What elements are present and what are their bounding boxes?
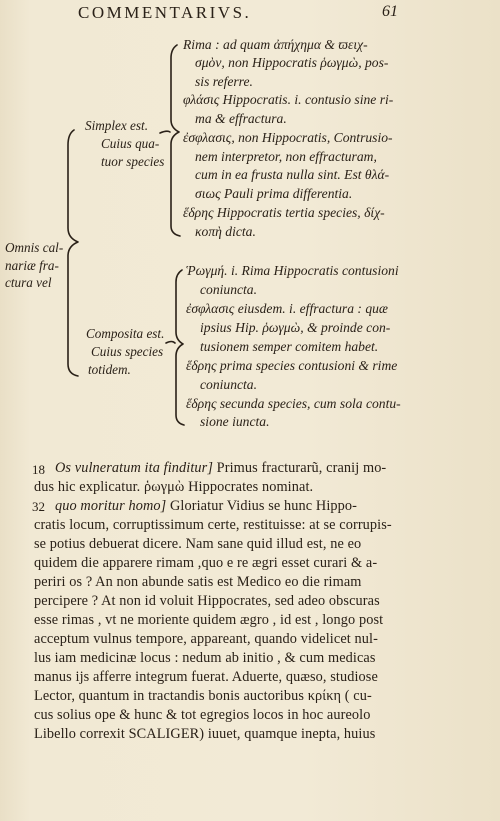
species-line: tusionem semper comitem habet. [200,339,379,354]
commentary-line [34,556,377,570]
line-text: dus hic explicatur. ῥωγμὼ Hippocrates nominat. [34,479,314,495]
species-line: nem interpretor, non effracturam, [195,149,377,164]
species-line: σιως Pauli prima differentia. [195,186,353,201]
species-line: sione iuncta. [200,414,270,429]
species-line: σμὸν, non Hippocratis ῥωγμὼ, pos- [195,55,389,70]
composita-line: totidem. [88,362,131,377]
line-text: cus solius ope & hunc & tot egregios locos in hoc aureolo [34,707,371,723]
commentary-line [34,727,375,741]
line-text: acceptum vulnus tempore, appareant, quando videlicet nul- [34,631,378,647]
line-text: manus ijs afferre integrum fuerat. Aduerte, quæso, studiose [34,669,378,685]
line-text: esse rimas , vt ne moriente quidem ægro , id est , longo post [34,612,384,628]
species-line: ἐσφλασις eiusdem. i. effractura : quæ [186,301,388,316]
species-line: Rima : ad quam ἀπήχημα & ϖειχ- [183,37,368,52]
commentary-line [34,689,372,703]
simplex-connector [160,131,170,133]
lemma: Os vulneratum ita finditur] [55,460,213,476]
commentary-line [55,461,386,475]
root-line: Omnis cal- [5,240,64,255]
species-line: cum in ea frusta nulla sint. Est θλά- [195,167,390,182]
line-text: se potius debuerat dicere. Nam sane quid illud est, ne eo [34,536,362,552]
line-text: Primus fracturarũ, cranij mo- [212,460,387,476]
commentary-line [34,613,383,627]
simplex-line: Simplex est. [85,118,148,133]
commentary-line [34,480,313,494]
line-text: cratis locum, corruptissimum certe, restituisse: at se corrupis- [34,517,392,533]
commentary-line [34,537,361,551]
page-number: 61 [382,3,398,20]
line-text: Gloriatur Vidius se hunc Hippo- [166,498,358,514]
composita-connector [166,342,175,344]
composita-line: Cuius species [91,344,164,359]
simplex-line: tuor species [101,154,165,169]
simplex-line: Cuius qua- [101,136,160,151]
species-line: κοπὴ dicta. [195,224,256,239]
composita-line: Composita est. [86,326,165,341]
commentary-line [55,499,357,513]
root-line: ctura vel [5,275,52,290]
line-number: 32 [32,499,45,514]
species-line: ἕδρης prima species contusioni & rime [186,358,398,373]
line-text: Lector, quantum in tractandis bonis auctoribus κρίκη ( cu- [34,688,372,704]
commentary-line [34,518,392,532]
species-line: ma & effractura. [195,111,287,126]
species-line: ἕδρης Hippocratis tertia species, δίχ- [183,205,385,220]
species-line: φλάσις Hippocratis. i. contusio sine ri- [183,92,394,107]
root-line: nariæ fra- [5,258,59,273]
species-line: ἐσφλασις, non Hippocratis, Contrusio- [183,130,393,145]
species-line: coniuncta. [200,282,258,297]
line-number: 18 [32,462,45,477]
line-text: periri os ? An non abunde satis est Medico eo die rimam [34,574,362,590]
commentary-line [34,651,376,665]
species-line: ipsius Hip. ῥωγμὼ, & proinde con- [200,320,391,335]
running-header: COMMENTARIVS. [78,3,252,22]
commentary-line [34,670,378,684]
composita-brace [176,270,184,425]
line-text: Libello correxit SCALIGER) iuuet, quamque inepta, huius [34,726,376,742]
species-line: ἕδρης secunda species, cum sola contu- [186,396,401,411]
line-text: percipere ? At non id voluit Hippocrates, sed adeo obscuras [34,593,380,609]
root-brace [68,130,78,376]
commentary-line [34,594,380,608]
commentary-line [34,575,362,589]
species-line: sis referre. [195,74,253,89]
line-text: lus iam medicinæ locus : nedum ab initio , & cum medicas [34,650,376,666]
line-text: quidem die apparere rimam ,quo e re ægri esset curari & a- [34,555,378,571]
commentary-line [34,632,378,646]
commentary-line [34,708,370,722]
simplex-brace [171,45,180,236]
lemma: quo moritur homo] [55,498,167,514]
species-line: coniuncta. [200,377,258,392]
species-line: Ῥωγμή. i. Rima Hippocratis contusioni [186,263,399,278]
